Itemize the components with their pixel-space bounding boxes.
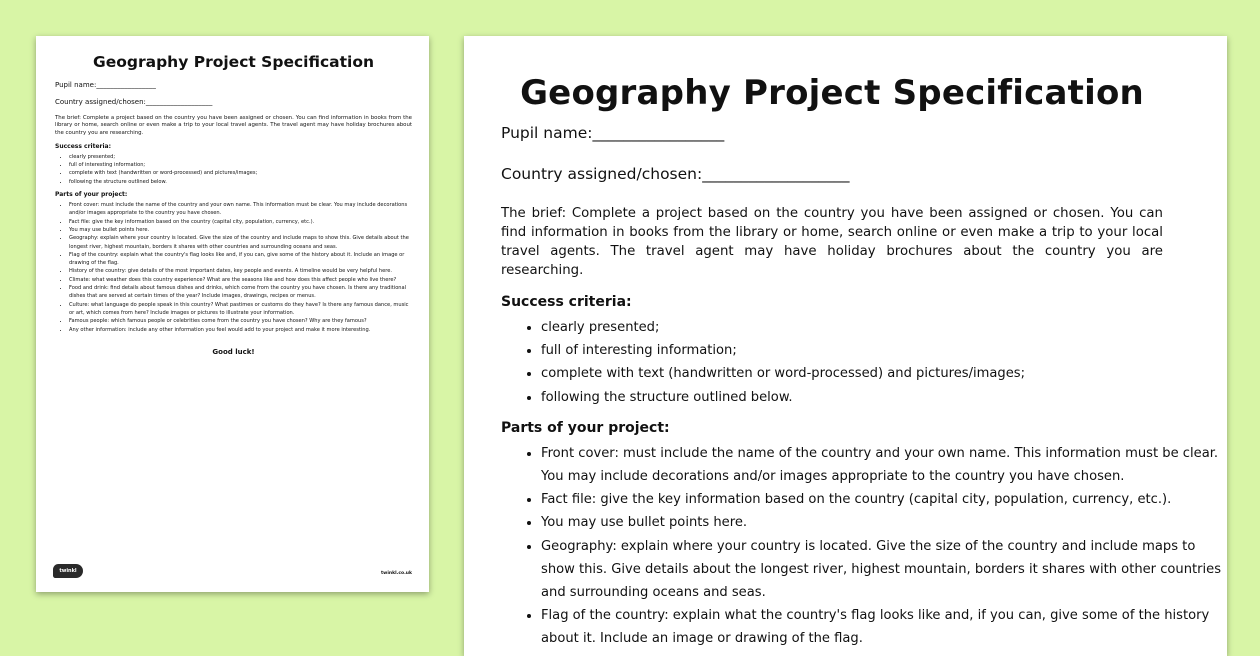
- list-item: • Food and drink: find details about famous dishes and drinks, which come from the country you have chosen. Is there any traditional dishes that are served at certain times of the year? Include images, drawings, recipes or menus.: [69, 284, 412, 301]
- country-label: Country assigned/chosen:: [501, 165, 703, 183]
- list-item: [541, 604, 1210, 650]
- thumbnail-pupil-name-field: [55, 81, 412, 89]
- list-item: [541, 442, 1219, 488]
- list-item: • Any other information: include any other information you feel would add to your project and make it more interesting.: [69, 326, 412, 334]
- page-title: Geography Project Specification: [520, 73, 1144, 113]
- list-item: • You may use bullet points here.: [541, 511, 1163, 534]
- thumbnail-parts-heading: Parts of your project:: [55, 191, 128, 199]
- list-item: • clearly presented;: [69, 153, 412, 161]
- success-criteria-list: [501, 316, 1163, 409]
- good-luck-text: Good luck!: [212, 347, 255, 356]
- pupil-name-field: [501, 124, 1163, 142]
- site-url: twinkl.co.uk: [381, 571, 412, 576]
- list-item: • complete with text (handwritten or word-processed) and pictures/images;: [69, 169, 412, 177]
- list-item: • Front cover: must include the name of the country and your own name. This information must be clear. You may include decorations and/or images appropriate to the country you have chosen.: [69, 201, 412, 218]
- line-text: show this. Give details about the longest river, highest mountain, borders it shares with other countries: [541, 561, 1222, 577]
- pupil-name-blank: _________________: [592, 124, 725, 142]
- country-field: [501, 165, 1163, 183]
- list-item: • Fact file: give the key information based on the country (capital city, population, currency, etc.).: [541, 488, 1163, 511]
- list-item: • Climate: what weather does this country experience? What are the seasons like and how does this affect people who live there?: [69, 276, 412, 284]
- country-label: Country assigned/chosen:: [55, 98, 146, 106]
- main-page: [464, 36, 1227, 656]
- list-item: • Culture: what language do people speak in this country? What pastimes or customs do they have? Is there any famous dance, music or art, which comes from here? Include images or pictures to illustrate your information.: [69, 301, 412, 318]
- list-item: • clearly presented;: [541, 316, 1163, 339]
- parts-list: [501, 442, 1222, 651]
- success-criteria-heading: Success criteria:: [501, 294, 632, 310]
- list-item: • full of interesting information;: [69, 161, 412, 169]
- line-text: You may include decorations and/or images appropriate to the country you have chosen.: [541, 469, 1125, 485]
- line-text: about it. Include an image or drawing of the flag.: [541, 631, 863, 647]
- pupil-name-label: Pupil name:: [501, 124, 593, 142]
- parts-heading: Parts of your project:: [501, 419, 670, 436]
- thumbnail-footer: [53, 562, 412, 578]
- thumbnail-success-heading: Success criteria:: [55, 142, 111, 150]
- list-item: • Flag of the country: explain what the country's flag looks like and, if you can, give some of the history about it. Include an image or drawing of the flag.: [69, 251, 412, 268]
- list-item: • complete with text (handwritten or word-processed) and pictures/images;: [541, 362, 1163, 385]
- line-text: and surrounding oceans and seas.: [541, 585, 766, 601]
- pupil-name-blank: _________________: [96, 81, 156, 89]
- twinkl-logo: twinkl: [53, 564, 83, 578]
- list-item: [541, 535, 1222, 605]
- pupil-name-label: Pupil name:: [55, 81, 97, 89]
- thumbnail-success-list: [55, 153, 412, 186]
- list-item: • Geography: explain where your country is located. Give the size of the country and include maps to show this. Give details about the longest river, highest mountain, borders it shares with other countries and surrounding oceans and seas.: [69, 234, 412, 251]
- thumbnail-brief: The brief: Complete a project based on the country you have been assigned or chosen. You can find information in books from the library or home, search online or even make a trip to your local travel agents. The travel agent may have holiday brochures about the country you are researching.: [55, 115, 412, 136]
- thumbnail-parts-list: [55, 201, 412, 334]
- line-text: Front cover: must include the name of the country and your own name. This information must be clear.: [541, 445, 1219, 461]
- list-item: • full of interesting information;: [541, 339, 1163, 362]
- line-text: Geography: explain where your country is located. Give the size of the country and include maps to: [541, 538, 1196, 554]
- thumbnail-page: [36, 36, 429, 592]
- thumbnail-country-field: [55, 98, 412, 106]
- country-blank: ___________________: [145, 98, 213, 106]
- list-item: • Famous people: which famous people or celebrities come from the country you have chosen? Why are they famous?: [69, 317, 412, 325]
- thumbnail-title: Geography Project Specification: [93, 53, 374, 71]
- list-item: • You may use bullet points here.: [69, 226, 412, 234]
- country-blank: ___________________: [702, 165, 850, 183]
- line-text: Flag of the country: explain what the country's flag looks like and, if you can, give some of the history: [541, 608, 1210, 624]
- brief-paragraph: The brief: Complete a project based on the country you have been assigned or chosen. You can find information in books from the library or home, search online or even make a trip to your local travel agents. The travel agent may have holiday brochures about the country you are researching.: [501, 206, 1163, 278]
- list-item: • Fact file: give the key information based on the country (capital city, population, currency, etc.).: [69, 218, 412, 226]
- list-item: • History of the country: give details of the most important dates, key people and events. A timeline would be very helpful here.: [69, 267, 412, 275]
- list-item: • following the structure outlined below.: [541, 386, 1163, 409]
- list-item: • following the structure outlined below.: [69, 178, 412, 186]
